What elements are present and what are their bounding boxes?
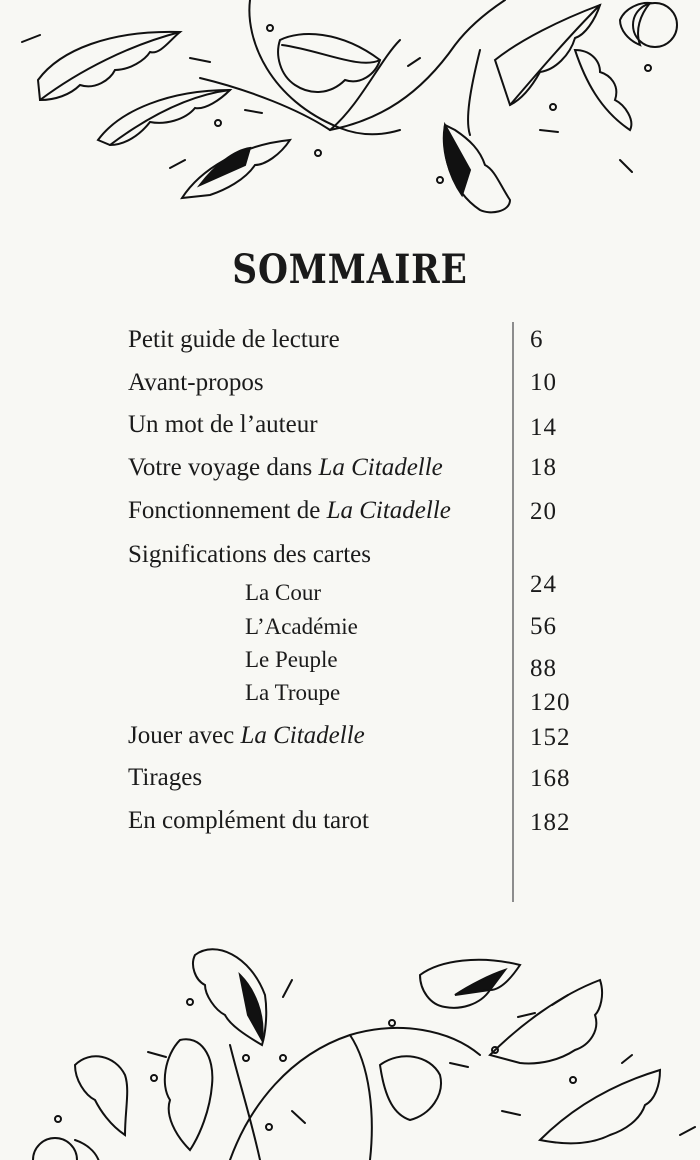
toc-entry-label: Significations des cartes bbox=[128, 541, 371, 568]
toc-page-number: 18 bbox=[530, 454, 557, 481]
toc-entry bbox=[128, 453, 443, 483]
toc-entry-label: Avant-propos bbox=[128, 369, 264, 396]
oak-leaves-bottom-icon bbox=[0, 935, 700, 1160]
toc-entry-label: L’Académie bbox=[245, 614, 358, 639]
toc-entry-label: Petit guide de lecture bbox=[128, 326, 340, 353]
toc-entry bbox=[128, 496, 451, 526]
toc-entry bbox=[128, 368, 264, 398]
toc-entry-label: La Cour bbox=[245, 580, 322, 605]
toc-entry-label: Fonctionnement de bbox=[128, 497, 327, 524]
toc-entry-label: Tirages bbox=[128, 764, 203, 791]
toc-entry bbox=[245, 678, 340, 708]
toc-page-number: 88 bbox=[530, 655, 557, 682]
toc-entry bbox=[245, 645, 338, 675]
toc-entry-title-italic: La Citadelle bbox=[326, 497, 451, 524]
toc-entry bbox=[128, 325, 340, 355]
toc-entry bbox=[128, 540, 371, 570]
toc-page-number: 56 bbox=[530, 613, 557, 640]
toc-entry-title-italic: La Citadelle bbox=[318, 454, 443, 481]
toc-page-number: 6 bbox=[530, 326, 544, 353]
toc-page-number: 168 bbox=[530, 765, 571, 792]
toc-entry bbox=[128, 763, 202, 793]
toc-entry bbox=[128, 806, 369, 836]
toc-entry bbox=[245, 612, 358, 642]
page-title: SOMMAIRE bbox=[232, 246, 468, 293]
toc-entry bbox=[245, 578, 321, 608]
toc-entry-label: Un mot de l’auteur bbox=[128, 411, 318, 438]
toc-page-number: 182 bbox=[530, 809, 571, 836]
toc-page-number: 10 bbox=[530, 369, 557, 396]
toc-entry bbox=[128, 721, 365, 751]
toc-entry-label: Jouer avec bbox=[128, 722, 241, 749]
toc-page-number: 20 bbox=[530, 498, 557, 525]
toc-entry-label: En complément du tarot bbox=[128, 807, 369, 834]
toc-page-number: 14 bbox=[530, 414, 557, 441]
toc-page-number: 24 bbox=[530, 571, 557, 598]
toc-entry-label: La Troupe bbox=[245, 680, 341, 705]
toc-entry bbox=[128, 410, 318, 440]
toc-page-number: 152 bbox=[530, 724, 571, 751]
toc-entry-label: Le Peuple bbox=[245, 647, 338, 672]
toc-entry-label: Votre voyage dans bbox=[128, 454, 319, 481]
toc-entry-title-italic: La Citadelle bbox=[240, 722, 365, 749]
toc-page-number: 120 bbox=[530, 689, 571, 716]
